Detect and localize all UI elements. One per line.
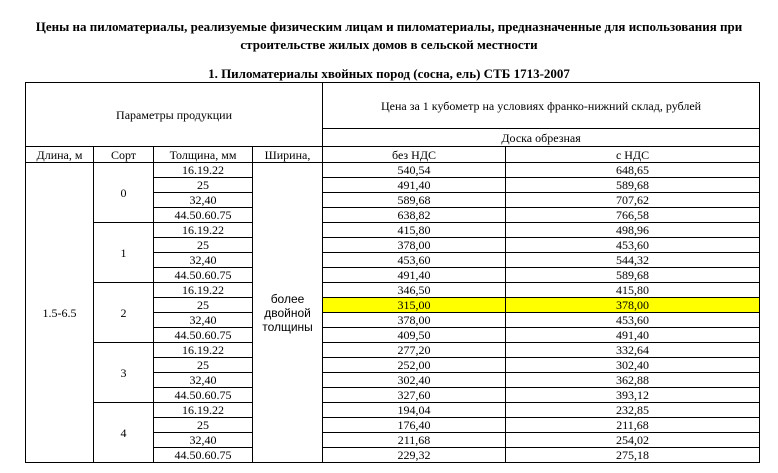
thickness-cell: 16.19.22: [154, 163, 253, 178]
price-with-vat: 766,58: [506, 208, 760, 223]
length-header: Длина, м: [26, 147, 94, 163]
price-with-vat: 589,68: [506, 178, 760, 193]
grade-cell: 0: [94, 163, 154, 223]
price-no-vat: 211,68: [323, 433, 506, 448]
thickness-cell: 32,40: [154, 253, 253, 268]
thickness-cell: 16.19.22: [154, 283, 253, 298]
price-with-vat: 393,12: [506, 388, 760, 403]
thickness-cell: 32,40: [154, 373, 253, 388]
thickness-cell: 44.50.60.75: [154, 448, 253, 463]
thickness-cell: 44.50.60.75: [154, 388, 253, 403]
board-header: Доска обрезная: [323, 129, 760, 147]
price-no-vat: 315,00: [323, 298, 506, 313]
thickness-cell: 44.50.60.75: [154, 268, 253, 283]
thickness-cell: 32,40: [154, 313, 253, 328]
thickness-cell: 16.19.22: [154, 223, 253, 238]
price-with-vat: 648,65: [506, 163, 760, 178]
price-no-vat: 229,32: [323, 448, 506, 463]
price-with-vat: 453,60: [506, 313, 760, 328]
thickness-cell: 25: [154, 238, 253, 253]
price-no-vat: 415,80: [323, 223, 506, 238]
price-no-vat: 378,00: [323, 313, 506, 328]
params-header: Параметры продукции: [26, 83, 323, 147]
thickness-cell: 25: [154, 418, 253, 433]
price-with-vat: 254,02: [506, 433, 760, 448]
price-no-vat: 176,40: [323, 418, 506, 433]
price-with-vat: 415,80: [506, 283, 760, 298]
grade-cell: 3: [94, 343, 154, 403]
thickness-cell: 32,40: [154, 433, 253, 448]
price-no-vat: 491,40: [323, 268, 506, 283]
price-table: [25, 82, 760, 463]
price-no-vat: 277,20: [323, 343, 506, 358]
price-with-vat: 211,68: [506, 418, 760, 433]
table-row: [26, 403, 760, 418]
price-no-vat: 589,68: [323, 193, 506, 208]
price-with-vat: 332,64: [506, 343, 760, 358]
width-cell: более двойной толщины: [253, 163, 323, 463]
table-row: [26, 223, 760, 238]
length-cell: 1.5-6.5: [26, 163, 94, 463]
price-no-vat: 346,50: [323, 283, 506, 298]
price-with-vat: 544,32: [506, 253, 760, 268]
thickness-cell: 25: [154, 298, 253, 313]
price-with-vat: 707,62: [506, 193, 760, 208]
price-with-vat: 453,60: [506, 238, 760, 253]
thickness-cell: 16.19.22: [154, 343, 253, 358]
grade-cell: 4: [94, 403, 154, 463]
no-vat-header: без НДС: [323, 147, 506, 163]
table-row: [26, 163, 760, 178]
thickness-header: Толщина, мм: [154, 147, 253, 163]
table-row: [26, 343, 760, 358]
price-no-vat: 638,82: [323, 208, 506, 223]
price-header: Цена за 1 кубометр на условиях франко-нижний склад, рублей: [323, 83, 760, 129]
document-title: Цены на пиломатериалы, реализуемые физическим лицам и пиломатериалы, предназначенные для использования при строительстве жилых домов в сельской местности: [35, 19, 743, 52]
grade-cell: 1: [94, 223, 154, 283]
section-title: 1. Пиломатериалы хвойных пород (сосна, ель) СТБ 1713-2007: [208, 66, 570, 81]
thickness-cell: 16.19.22: [154, 403, 253, 418]
price-with-vat: 378,00: [506, 298, 760, 313]
thickness-cell: 32,40: [154, 193, 253, 208]
thickness-cell: 44.50.60.75: [154, 328, 253, 343]
thickness-cell: 25: [154, 358, 253, 373]
price-with-vat: 232,85: [506, 403, 760, 418]
with-vat-header: с НДС: [506, 147, 760, 163]
grade-cell: 2: [94, 283, 154, 343]
price-no-vat: 252,00: [323, 358, 506, 373]
price-no-vat: 327,60: [323, 388, 506, 403]
thickness-cell: 25: [154, 178, 253, 193]
price-no-vat: 302,40: [323, 373, 506, 388]
width-header: Ширина,: [253, 147, 323, 163]
price-no-vat: 194,04: [323, 403, 506, 418]
price-no-vat: 409,50: [323, 328, 506, 343]
price-no-vat: 378,00: [323, 238, 506, 253]
price-with-vat: 491,40: [506, 328, 760, 343]
table-row: [26, 283, 760, 298]
grade-header: Сорт: [94, 147, 154, 163]
price-no-vat: 453,60: [323, 253, 506, 268]
price-no-vat: 540,54: [323, 163, 506, 178]
price-with-vat: 589,68: [506, 268, 760, 283]
price-no-vat: 491,40: [323, 178, 506, 193]
price-with-vat: 302,40: [506, 358, 760, 373]
price-with-vat: 275,18: [506, 448, 760, 463]
price-with-vat: 362,88: [506, 373, 760, 388]
price-with-vat: 498,96: [506, 223, 760, 238]
thickness-cell: 44.50.60.75: [154, 208, 253, 223]
